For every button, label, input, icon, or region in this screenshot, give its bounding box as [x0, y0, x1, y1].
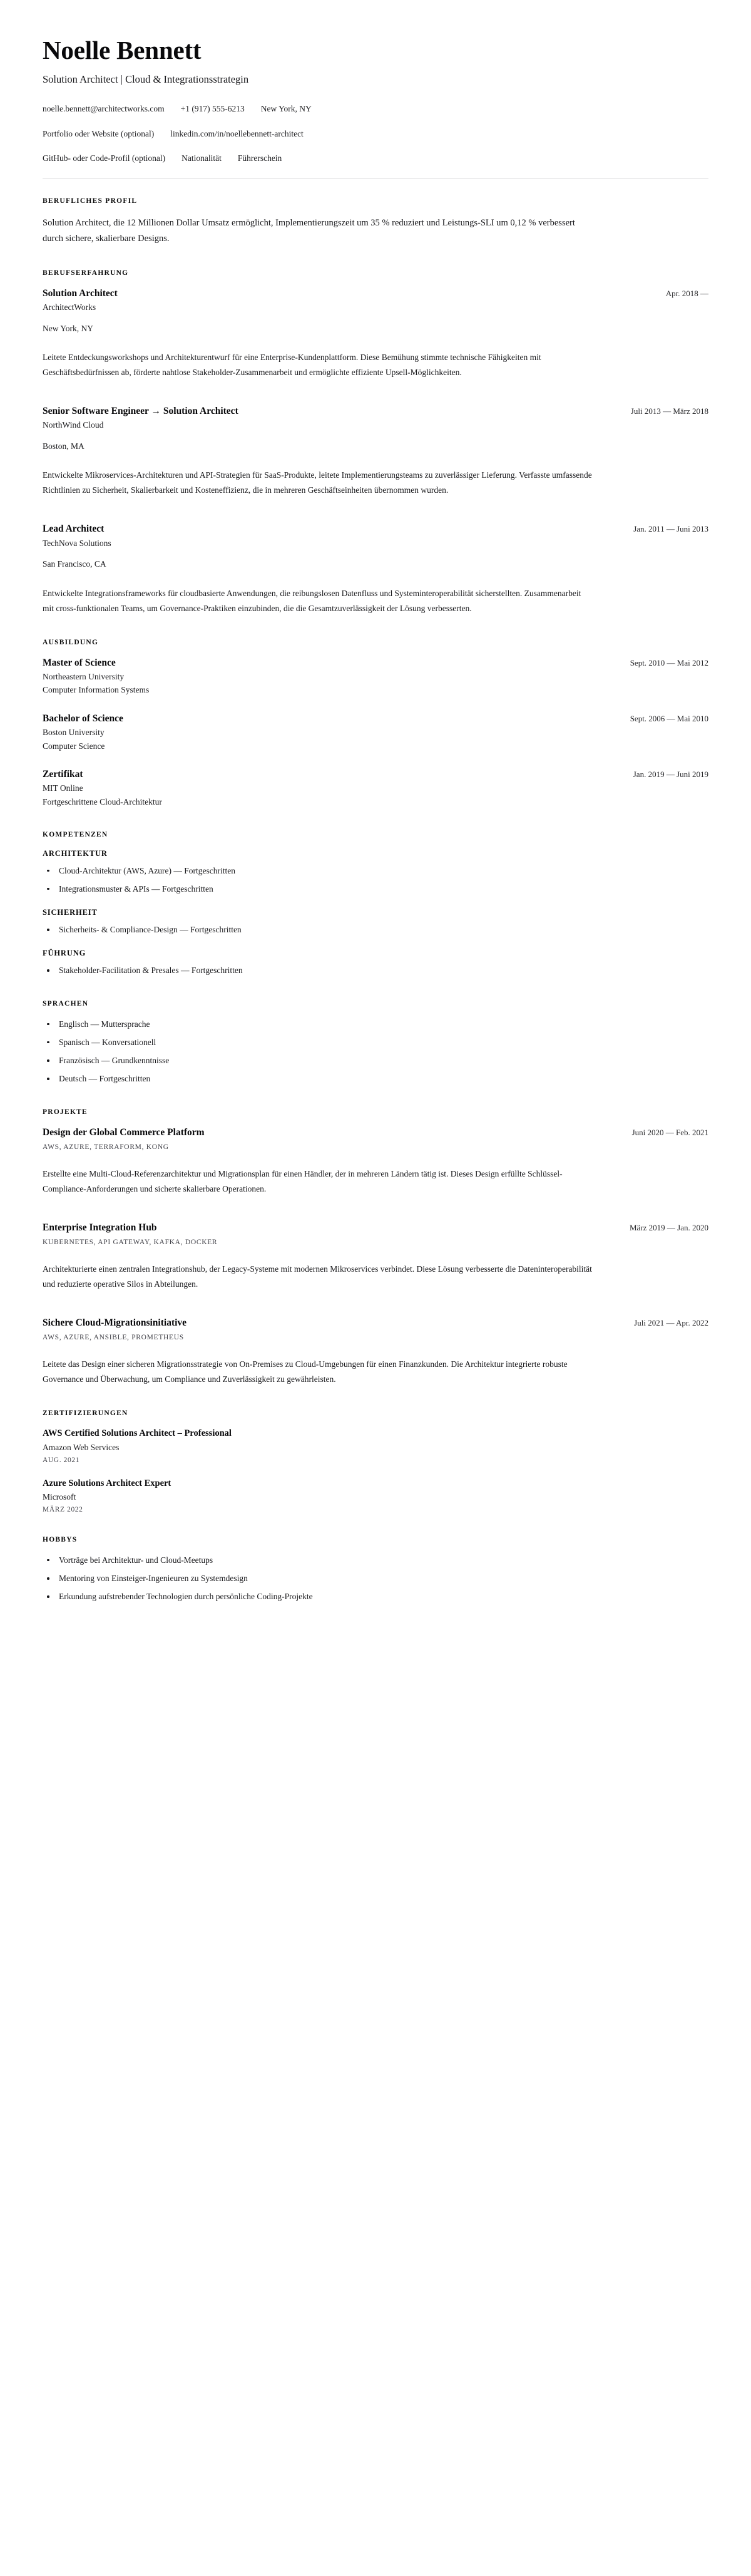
- certification-name: AWS Certified Solutions Architect – Professional: [43, 1428, 232, 1439]
- project-date: März 2019 — Jan. 2020: [629, 1222, 708, 1232]
- education-school: Northeastern University: [43, 671, 125, 681]
- contact-email[interactable]: noelle.bennett@architectworks.com: [43, 104, 165, 114]
- candidate-name: Noelle Bennett: [43, 36, 202, 64]
- education-field: Computer Information Systems: [43, 685, 150, 695]
- skill-item: Stakeholder-Facilitation & Presales — Fortgeschritten: [43, 964, 708, 977]
- spacer: [43, 250, 708, 269]
- spacer: [43, 1090, 708, 1108]
- project-name: Enterprise Integration Hub: [43, 1222, 157, 1233]
- education-entry-head: [43, 713, 708, 725]
- project-entry: [43, 1126, 708, 1197]
- summary-text: Solution Architect, die 12 Millionen Dollar Umsatz ermöglicht, Implementierungszeit um 35 % reduziert und Leistungs-SLI um 0,12 % verbessert durch sichere, skalierbare Designs.: [43, 218, 575, 244]
- project-description: Architekturierte einen zentralen Integrationshub, der Legacy-Systeme mit modernen Mikroservices verbindet. Diese Lösung verbesserte die Dateninteroperabilität und reduzierte operative Silos in Abteilungen.: [43, 1264, 592, 1289]
- skill-category: SICHERHEIT: [43, 908, 98, 917]
- language-item: Deutsch — Fortgeschritten: [43, 1073, 708, 1085]
- project-name: Sichere Cloud-Migrationsinitiative: [43, 1317, 187, 1328]
- experience-location: San Francisco, CA: [43, 559, 106, 569]
- project-tech: AWS, AZURE, ANSIBLE, PROMETHEUS: [43, 1334, 184, 1342]
- skill-list: [43, 865, 708, 896]
- education-degree: Master of Science: [43, 657, 116, 668]
- spacer: [43, 1517, 708, 1536]
- experience-entry: [43, 523, 708, 616]
- education-entry: [43, 768, 708, 808]
- skill-group: [43, 849, 708, 896]
- experience-org: ArchitectWorks: [43, 302, 96, 312]
- experience-role: Solution Architect: [43, 287, 118, 299]
- contact-location: New York, NY: [260, 104, 312, 114]
- education-field: Computer Science: [43, 741, 105, 751]
- contact-nationality: Nationalität: [181, 153, 222, 163]
- language-item: Französisch — Grundkenntnisse: [43, 1054, 708, 1067]
- contact-github[interactable]: GitHub- oder Code-Profil (optional): [43, 153, 166, 163]
- section-title-hobbies: HOBBYS: [43, 1535, 78, 1543]
- skill-list: [43, 924, 708, 936]
- experience-role: Lead Architect: [43, 523, 105, 535]
- education-school: Boston University: [43, 728, 105, 738]
- certification-name: Azure Solutions Architect Expert: [43, 1478, 171, 1488]
- section-title-experience: BERUFSERFAHRUNG: [43, 269, 129, 277]
- experience-org: NorthWind Cloud: [43, 420, 104, 430]
- education-field: Fortgeschrittene Cloud-Architektur: [43, 797, 162, 806]
- education-date: Jan. 2019 — Juni 2019: [633, 770, 708, 780]
- section-projects: [43, 1108, 708, 1388]
- education-school: MIT Online: [43, 783, 83, 793]
- project-description: Erstellte eine Multi-Cloud-Referenzarchitektur und Migrationsplan für einen Händler, der in mehreren Ländern tätig ist. Dieses Design erfüllte Schlüssel-Compliance-Anforderungen und sicherte skalierbare Operationen.: [43, 1168, 563, 1193]
- certification-entry: [43, 1428, 708, 1463]
- section-certifications: [43, 1409, 708, 1513]
- spacer: [43, 1391, 708, 1409]
- education-entry: [43, 713, 708, 752]
- education-degree: Zertifikat: [43, 769, 83, 780]
- hobby-item: Vorträge bei Architektur- und Cloud-Meetups: [43, 1554, 708, 1567]
- spacer: [43, 812, 708, 831]
- certification-issuer: Microsoft: [43, 1492, 76, 1502]
- skill-list: [43, 964, 708, 977]
- spacer: [43, 502, 708, 523]
- experience-entry: [43, 405, 708, 498]
- section-skills: [43, 831, 708, 977]
- project-tech: AWS, AZURE, TERRAFORM, KONG: [43, 1143, 169, 1151]
- spacer: [43, 620, 708, 639]
- project-entry-head: [43, 1126, 708, 1139]
- experience-role: Senior Software Engineer → Solution Architect: [43, 406, 238, 417]
- project-description: Leitete das Design einer sicheren Migrationsstrategie von On-Premises zu Cloud-Umgebungen für einen Finanzkunden. Die Architektur integrierte robuste Governance und Überwachung, um Compliance und Zuverlässigkeit zu gewährleisten.: [43, 1359, 568, 1384]
- project-date: Juni 2020 — Feb. 2021: [631, 1127, 708, 1137]
- section-title-languages: SPRACHEN: [43, 999, 89, 1007]
- experience-entry-head: [43, 523, 708, 535]
- experience-date: Jan. 2011 — Juni 2013: [633, 524, 708, 534]
- education-date: Sept. 2006 — Mai 2010: [630, 714, 708, 724]
- section-title-projects: PROJEKTE: [43, 1108, 88, 1116]
- hobby-list: [43, 1554, 708, 1604]
- experience-description: Entwickelte Integrationsframeworks für cloudbasierte Anwendungen, die reibungslosen Datenfluss und Systeminteroperabilität sicherstellten. Zusammenarbeit mit cross-funktionalen Teams, um Governance-Praktiken einzubinden, die die Gesamtzuverlässigkeit der Lösung verbesserten.: [43, 588, 581, 613]
- section-hobbies: [43, 1536, 708, 1604]
- section-summary: [43, 197, 708, 247]
- section-title-education: AUSBILDUNG: [43, 638, 99, 646]
- project-entry: [43, 1317, 708, 1387]
- skill-group: [43, 949, 708, 977]
- skill-item: Cloud-Architektur (AWS, Azure) — Fortgeschritten: [43, 865, 708, 877]
- contact-phone[interactable]: +1 (917) 555-6213: [180, 104, 245, 114]
- resume-header: [43, 36, 708, 164]
- language-item: Englisch — Muttersprache: [43, 1018, 708, 1031]
- project-entry-head: [43, 1222, 708, 1234]
- contact-drivers-license: Führerschein: [237, 153, 282, 163]
- experience-description: Entwickelte Mikroservices-Architekturen und API-Strategien für SaaS-Produkte, leitete Implementierungsteams zu zuverlässiger Lieferung. Verfasste umfassende Richtlinien zu Sicherheit, Skalierbarkeit und Kosteneffizienz, die in mehreren Geschäftseinheiten übernommen wurden.: [43, 470, 592, 495]
- section-experience: [43, 269, 708, 616]
- contact-row-extra: [43, 153, 708, 164]
- project-entry: [43, 1222, 708, 1292]
- contact-portfolio[interactable]: Portfolio oder Website (optional): [43, 128, 155, 138]
- education-entry: [43, 657, 708, 696]
- spacer: [43, 384, 708, 405]
- experience-entry: [43, 287, 708, 380]
- section-title-certifications: ZERTIFIZIERUNGEN: [43, 1409, 128, 1418]
- project-date: Juli 2021 — Apr. 2022: [634, 1317, 708, 1327]
- certification-date: AUG. 2021: [43, 1456, 80, 1464]
- hobby-item: Mentoring von Einsteiger-Ingenieuren zu Systemdesign: [43, 1572, 708, 1585]
- skill-group: [43, 908, 708, 936]
- section-languages: [43, 1000, 708, 1086]
- section-title-skills: KOMPETENZEN: [43, 830, 108, 838]
- contact-row-web: [43, 128, 708, 140]
- contact-row-primary: [43, 103, 708, 115]
- skill-item: Integrationsmuster & APIs — Fortgeschritten: [43, 883, 708, 895]
- candidate-headline: Solution Architect | Cloud & Integrationsstrategin: [43, 73, 249, 85]
- experience-entry-head: [43, 287, 708, 300]
- experience-date: Apr. 2018 —: [665, 288, 708, 298]
- experience-org: TechNova Solutions: [43, 538, 111, 548]
- experience-location: Boston, MA: [43, 441, 84, 451]
- project-entry-head: [43, 1317, 708, 1329]
- project-tech: KUBERNETES, API GATEWAY, KAFKA, DOCKER: [43, 1238, 218, 1246]
- spacer: [43, 1200, 708, 1222]
- certification-entry: [43, 1478, 708, 1513]
- education-date: Sept. 2010 — Mai 2012: [630, 657, 708, 667]
- skill-item: Sicherheits- & Compliance-Design — Fortgeschritten: [43, 924, 708, 936]
- spacer: [43, 1296, 708, 1317]
- spacer: [43, 981, 708, 1000]
- language-list: [43, 1018, 708, 1086]
- experience-date: Juli 2013 — März 2018: [630, 406, 708, 416]
- experience-location: New York, NY: [43, 323, 94, 333]
- skill-category: FÜHRUNG: [43, 949, 86, 958]
- section-title-summary: BERUFLICHES PROFIL: [43, 197, 138, 205]
- hobby-item: Erkundung aufstrebender Technologien durch persönliche Coding-Projekte: [43, 1590, 708, 1603]
- project-name: Design der Global Commerce Platform: [43, 1126, 205, 1138]
- contact-linkedin[interactable]: linkedin.com/in/noellebennett-architect: [170, 128, 304, 138]
- experience-description: Leitete Entdeckungsworkshops und Architekturentwurf für eine Enterprise-Kundenplattform. Diese Bemühung stimmte technische Fähigkeiten mit Geschäftsbedürfnissen ab, förderte nahtlose Stakeholder-Zusammenarbeit und ermöglichte effiziente Upsell-Möglichkeiten.: [43, 353, 541, 378]
- education-entry-head: [43, 768, 708, 781]
- section-education: [43, 639, 708, 808]
- skill-category: ARCHITEKTUR: [43, 848, 108, 858]
- education-entry-head: [43, 657, 708, 669]
- certification-issuer: Amazon Web Services: [43, 1442, 120, 1452]
- education-degree: Bachelor of Science: [43, 713, 123, 724]
- experience-entry-head: [43, 405, 708, 418]
- certification-date: MÄRZ 2022: [43, 1505, 83, 1513]
- language-item: Spanisch — Konversationell: [43, 1036, 708, 1049]
